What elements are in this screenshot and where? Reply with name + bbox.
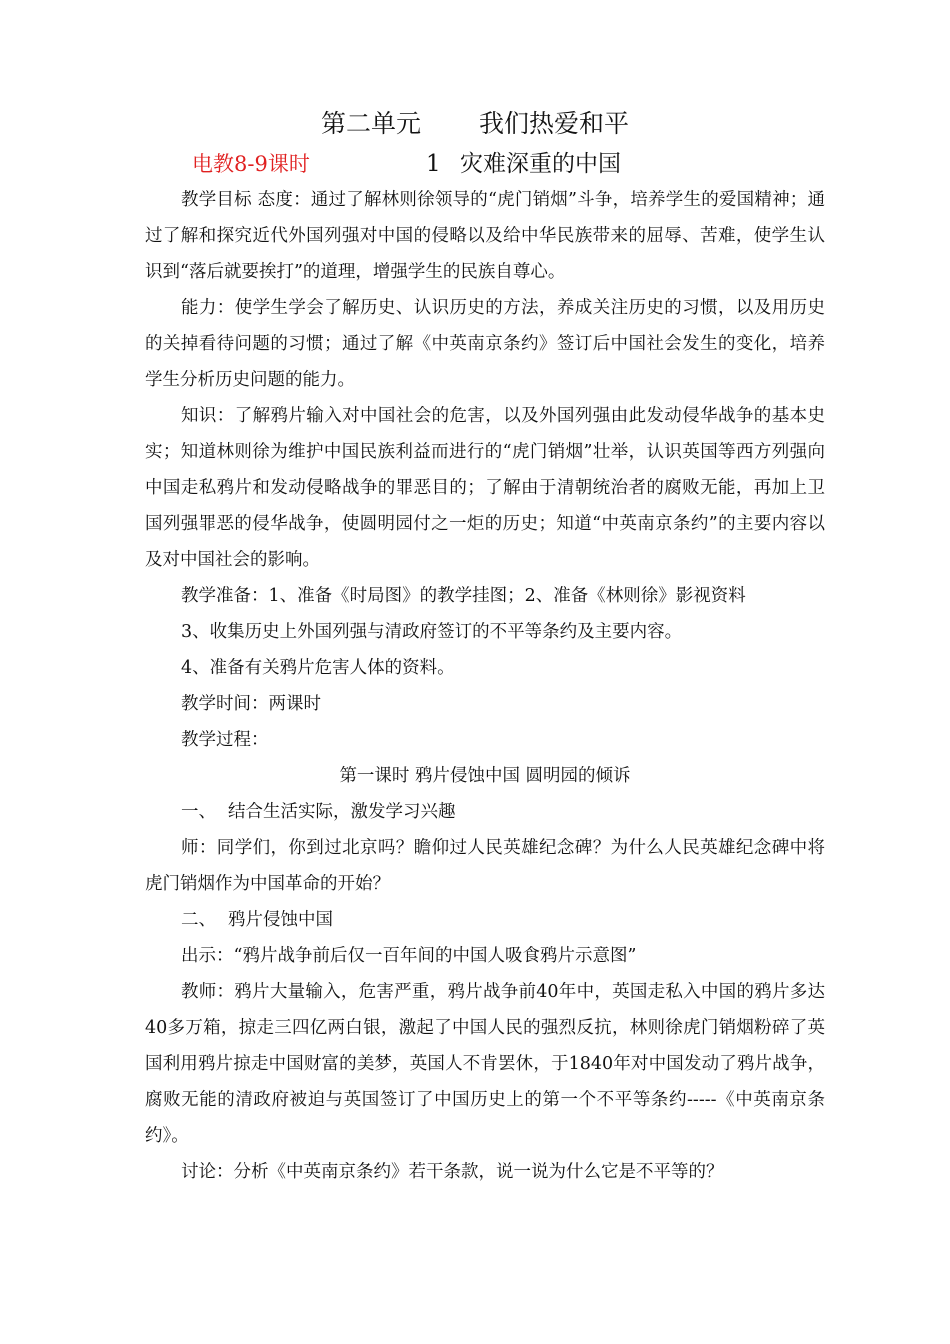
document-body — [145, 182, 825, 1190]
step-1-title: 结合生活实际，激发学习兴趣 — [228, 802, 456, 822]
objective-knowledge-paragraph: 知识：了解鸦片输入对中国社会的危害，以及外国列强由此发动侵华战争的基本史实；知道林则徐为维护中国民族利益而进行的“虎门销烟”壮举，认识英国等西方列强向中国走私鸦片和发动侵略战争的罪恶目的；了解由于清朝统治者的腐败无能，再加上卫国列强罪恶的侵华战争，使圆明园付之一炬的历史；知道“中英南京条约”的主要内容以及对中国社会的影响。 — [145, 406, 825, 570]
step-2-title: 鸦片侵蚀中国 — [228, 910, 333, 930]
lesson-title-text: 灾难深重的中国 — [460, 151, 621, 177]
lesson-title — [426, 146, 621, 182]
step-2-discussion: 讨论：分析《中英南京条约》若干条款，说一说为什么它是不平等的？ — [181, 1162, 724, 1182]
unit-title — [0, 106, 950, 142]
objective-attitude-paragraph: 教学目标 态度：通过了解林则徐领导的“虎门销烟”斗争，培养学生的爱国精神；通过了解和探究近代外国列强对中国的侵略以及给中华民族带来的屈辱、苦难，使学生认识到“落后就要挨打”的道理，增强学生的民族自尊心。 — [145, 190, 825, 282]
step-2-number: 二、 — [181, 910, 216, 930]
step-2-show: 出示：“鸦片战争前后仅一百年间的中国人吸食鸦片示意图” — [181, 946, 637, 966]
objective-ability-paragraph: 能力：使学生学会了解历史、认识历史的方法，养成关注历史的习惯，以及用历史的关掉看待问题的习惯；通过了解《中英南京条约》签订后中国社会发生的变化，培养学生分析历史问题的能力。 — [145, 298, 825, 390]
step-2-heading — [145, 902, 825, 938]
step-1-number: 一、 — [181, 802, 216, 822]
unit-label: 第二单元 — [320, 109, 421, 138]
teaching-time: 教学时间：两课时 — [181, 694, 321, 714]
lesson-period-tag: 电教8-9课时 — [192, 152, 310, 176]
preparation-paragraph: 教学准备：1、准备《时局图》的教学挂图；2、准备《林则徐》影视资料 — [181, 586, 746, 606]
lesson-heading-row — [0, 146, 950, 182]
section-heading: 第一课时 鸦片侵蚀中国 圆明园的倾诉 — [339, 766, 631, 786]
teaching-process-label: 教学过程： — [181, 730, 269, 750]
preparation-item-4: 4、准备有关鸦片危害人体的资料。 — [181, 658, 455, 678]
lesson-number: 1 — [426, 151, 441, 177]
step-1-heading — [145, 794, 825, 830]
step-1-text: 师：同学们，你到过北京吗？瞻仰过人民英雄纪念碑？为什么人民英雄纪念碑中将虎门销烟作为中国革命的开始？ — [145, 838, 825, 894]
preparation-item-3: 3、收集历史上外国列强与清政府签订的不平等条约及主要内容。 — [181, 622, 683, 642]
step-2-teacher: 教师：鸦片大量输入，危害严重，鸦片战争前40年中，英国走私入中国的鸦片多达40多万箱，掠走三四亿两白银，激起了中国人民的强烈反抗，林则徐虎门销烟粉碎了英国利用鸦片掠走中国财富的美梦，英国人不肯罢休，于1840年对中国发动了鸦片战争，腐败无能的清政府被迫与英国签订了中国历史上的第一个不平等条约-----《中英南京条约》。 — [145, 982, 825, 1146]
unit-theme: 我们热爱和平 — [479, 109, 630, 138]
